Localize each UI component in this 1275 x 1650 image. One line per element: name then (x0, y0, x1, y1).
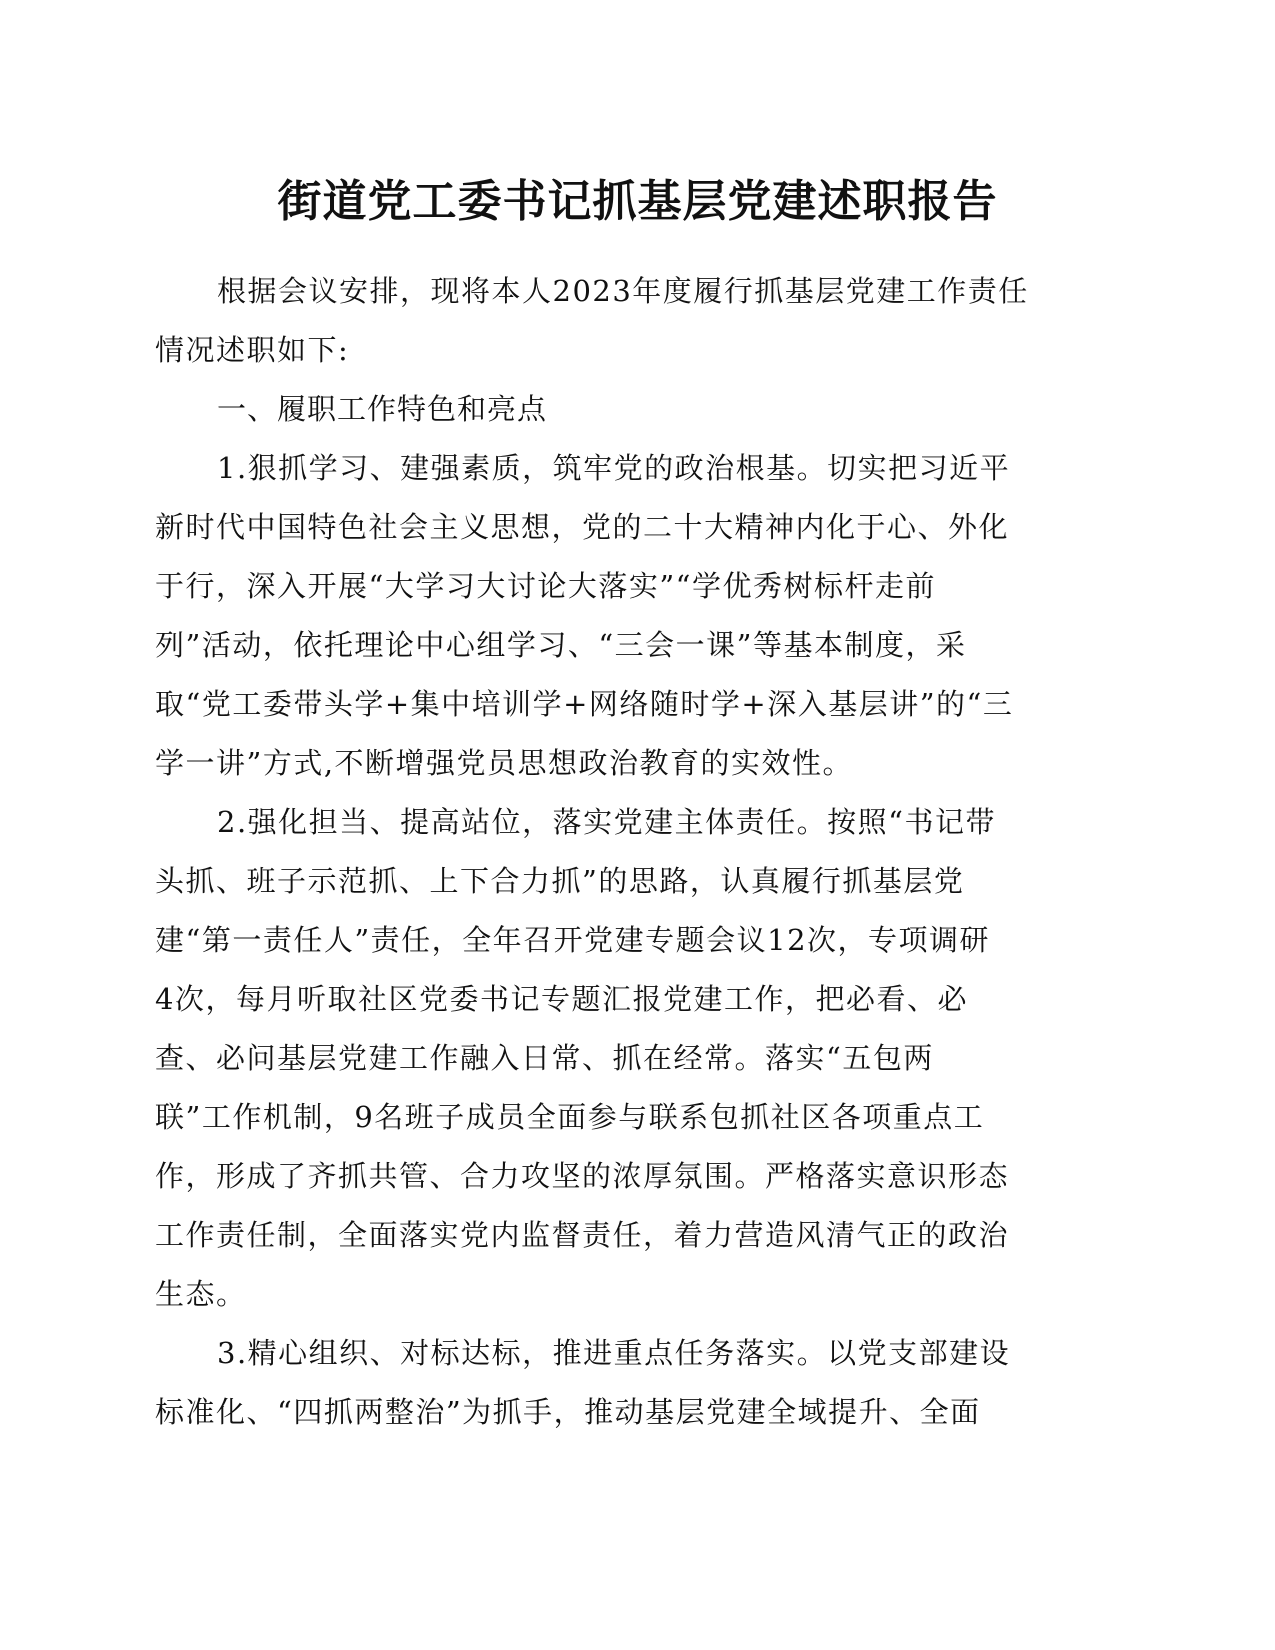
paragraph-line: 2.强化担当、提高站位，落实党建主体责任。按照“书记带 (217, 805, 996, 839)
paragraph-line: 取“党工委带头学+集中培训学+网络随时学+深入基层讲”的“三 (155, 687, 1014, 721)
section-heading: 一、履职工作特色和亮点 (217, 392, 548, 426)
paragraph-line: 头抓、班子示范抓、上下合力抓”的思路，认真履行抓基层党 (155, 864, 965, 898)
paragraph-line: 查、必问基层党建工作融入日常、抓在经常。落实“五包两 (155, 1041, 934, 1075)
paragraph-line: 于行，深入开展“大学习大讨论大落实”“学优秀树标杆走前 (155, 569, 936, 603)
paragraph-line: 生态。 (155, 1277, 247, 1311)
paragraph-line: 新时代中国特色社会主义思想，党的二十大精神内化于心、外化 (155, 510, 1010, 544)
paragraph-line: 工作责任制，全面落实党内监督责任，着力营造风清气正的政治 (155, 1218, 1010, 1252)
paragraph-line: 联”工作机制，9名班子成员全面参与联系包抓社区各项重点工 (155, 1100, 985, 1134)
paragraph-line: 4次，每月听取社区党委书记专题汇报党建工作，把必看、必 (155, 982, 968, 1016)
paragraph-line: 列”活动，依托理论中心组学习、“三会一课”等基本制度，采 (155, 628, 967, 662)
paragraph-line: 标准化、“四抓两整治”为抓手，推动基层党建全域提升、全面 (155, 1395, 981, 1429)
paragraph-line: 1.狠抓学习、建强素质，筑牢党的政治根基。切实把习近平 (217, 451, 1011, 485)
paragraph-line: 情况述职如下: (155, 333, 350, 367)
paragraph-line: 作，形成了齐抓共管、合力攻坚的浓厚氛围。严格落实意识形态 (155, 1159, 1010, 1193)
paragraph-line: 学一讲”方式,不断增强党员思想政治教育的实效性。 (155, 746, 854, 780)
document-title: 街道党工委书记抓基层党建述职报告 (277, 176, 998, 227)
document-body (155, 262, 1100, 1442)
paragraph-line: 根据会议安排，现将本人2023年度履行抓基层党建工作责任 (217, 274, 1029, 308)
paragraph-line: 建“第一责任人”责任，全年召开党建专题会议12次，专项调研 (155, 923, 991, 957)
paragraph-line: 3.精心组织、对标达标，推进重点任务落实。以党支部建设 (217, 1336, 1011, 1370)
